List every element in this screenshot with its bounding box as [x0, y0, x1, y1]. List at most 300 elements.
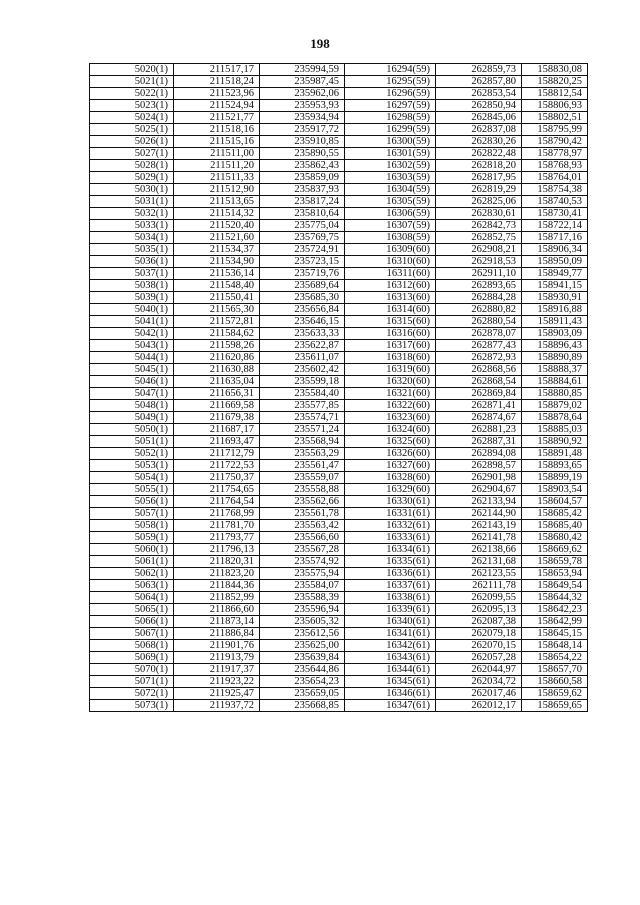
y-coordinate-cell: 235656,84 — [260, 304, 345, 316]
table-row — [90, 124, 588, 136]
x-coordinate-cell: 262099,55 — [436, 592, 522, 604]
y-coordinate-cell: 158916,88 — [522, 304, 588, 316]
x-coordinate-cell: 211511,20 — [174, 160, 260, 172]
point-id-cell: 5066(1) — [90, 616, 174, 628]
y-coordinate-cell: 158885,03 — [522, 424, 588, 436]
x-coordinate-cell: 211523,96 — [174, 88, 260, 100]
x-coordinate-cell: 262868,56 — [436, 364, 522, 376]
table-row — [90, 316, 588, 328]
point-id-cell: 5042(1) — [90, 328, 174, 340]
x-coordinate-cell: 262842,73 — [436, 220, 522, 232]
point-id-cell: 5068(1) — [90, 640, 174, 652]
point-id-cell: 5040(1) — [90, 304, 174, 316]
y-coordinate-cell: 235646,15 — [260, 316, 345, 328]
y-coordinate-cell: 158768,93 — [522, 160, 588, 172]
x-coordinate-cell: 262825,06 — [436, 196, 522, 208]
x-coordinate-cell: 211823,20 — [174, 568, 260, 580]
x-coordinate-cell: 211620,86 — [174, 352, 260, 364]
point-id-cell: 16325(60) — [345, 436, 436, 448]
y-coordinate-cell: 158899,19 — [522, 472, 588, 484]
y-coordinate-cell: 235659,05 — [260, 688, 345, 700]
point-id-cell: 16308(59) — [345, 232, 436, 244]
point-id-cell: 16326(60) — [345, 448, 436, 460]
point-id-cell: 16316(60) — [345, 328, 436, 340]
point-id-cell: 5058(1) — [90, 520, 174, 532]
point-id-cell: 16318(60) — [345, 352, 436, 364]
x-coordinate-cell: 262837,08 — [436, 124, 522, 136]
x-coordinate-cell: 211693,47 — [174, 436, 260, 448]
table-row — [90, 484, 588, 496]
point-id-cell: 5056(1) — [90, 496, 174, 508]
x-coordinate-cell: 211925,47 — [174, 688, 260, 700]
y-coordinate-cell: 158880,85 — [522, 388, 588, 400]
table-row — [90, 220, 588, 232]
point-id-cell: 16340(61) — [345, 616, 436, 628]
point-id-cell: 5070(1) — [90, 664, 174, 676]
point-id-cell: 16338(61) — [345, 592, 436, 604]
x-coordinate-cell: 262131,68 — [436, 556, 522, 568]
x-coordinate-cell: 262818,20 — [436, 160, 522, 172]
table-row — [90, 568, 588, 580]
x-coordinate-cell: 262878,07 — [436, 328, 522, 340]
table-row — [90, 268, 588, 280]
y-coordinate-cell: 158653,94 — [522, 568, 588, 580]
y-coordinate-cell: 158890,89 — [522, 352, 588, 364]
y-coordinate-cell: 158659,62 — [522, 688, 588, 700]
table-body — [90, 64, 588, 712]
point-id-cell: 16313(60) — [345, 292, 436, 304]
point-id-cell: 16306(59) — [345, 208, 436, 220]
point-id-cell: 16310(60) — [345, 256, 436, 268]
y-coordinate-cell: 158657,70 — [522, 664, 588, 676]
x-coordinate-cell: 211534,37 — [174, 244, 260, 256]
y-coordinate-cell: 235612,56 — [260, 628, 345, 640]
point-id-cell: 16315(60) — [345, 316, 436, 328]
point-id-cell: 16314(60) — [345, 304, 436, 316]
table-row — [90, 424, 588, 436]
y-coordinate-cell: 158754,38 — [522, 184, 588, 196]
x-coordinate-cell: 211852,99 — [174, 592, 260, 604]
y-coordinate-cell: 158648,14 — [522, 640, 588, 652]
y-coordinate-cell: 158669,62 — [522, 544, 588, 556]
y-coordinate-cell: 158950,09 — [522, 256, 588, 268]
y-coordinate-cell: 235596,94 — [260, 604, 345, 616]
x-coordinate-cell: 262872,93 — [436, 352, 522, 364]
y-coordinate-cell: 235917,72 — [260, 124, 345, 136]
x-coordinate-cell: 262880,54 — [436, 316, 522, 328]
point-id-cell: 5035(1) — [90, 244, 174, 256]
x-coordinate-cell: 211923,22 — [174, 676, 260, 688]
point-id-cell: 16301(59) — [345, 148, 436, 160]
y-coordinate-cell: 235859,09 — [260, 172, 345, 184]
point-id-cell: 16304(59) — [345, 184, 436, 196]
x-coordinate-cell: 211687,17 — [174, 424, 260, 436]
x-coordinate-cell: 262123,55 — [436, 568, 522, 580]
y-coordinate-cell: 158604,57 — [522, 496, 588, 508]
point-id-cell: 16305(59) — [345, 196, 436, 208]
point-id-cell: 16298(59) — [345, 112, 436, 124]
x-coordinate-cell: 262057,28 — [436, 652, 522, 664]
point-id-cell: 16317(60) — [345, 340, 436, 352]
y-coordinate-cell: 235561,47 — [260, 460, 345, 472]
y-coordinate-cell: 158659,78 — [522, 556, 588, 568]
x-coordinate-cell: 211886,84 — [174, 628, 260, 640]
point-id-cell: 16302(59) — [345, 160, 436, 172]
point-id-cell: 16311(60) — [345, 268, 436, 280]
table-row — [90, 508, 588, 520]
y-coordinate-cell: 235837,93 — [260, 184, 345, 196]
table-row — [90, 640, 588, 652]
point-id-cell: 16323(60) — [345, 412, 436, 424]
y-coordinate-cell: 235559,07 — [260, 472, 345, 484]
x-coordinate-cell: 262822,48 — [436, 148, 522, 160]
y-coordinate-cell: 158890,92 — [522, 436, 588, 448]
point-id-cell: 5036(1) — [90, 256, 174, 268]
x-coordinate-cell: 211913,79 — [174, 652, 260, 664]
point-id-cell: 5048(1) — [90, 400, 174, 412]
point-id-cell: 16299(59) — [345, 124, 436, 136]
point-id-cell: 5027(1) — [90, 148, 174, 160]
y-coordinate-cell: 235563,29 — [260, 448, 345, 460]
y-coordinate-cell: 158642,99 — [522, 616, 588, 628]
point-id-cell: 5029(1) — [90, 172, 174, 184]
table-row — [90, 208, 588, 220]
y-coordinate-cell: 158878,64 — [522, 412, 588, 424]
point-id-cell: 5064(1) — [90, 592, 174, 604]
table-row — [90, 688, 588, 700]
x-coordinate-cell: 211518,24 — [174, 76, 260, 88]
x-coordinate-cell: 211796,13 — [174, 544, 260, 556]
y-coordinate-cell: 158949,77 — [522, 268, 588, 280]
y-coordinate-cell: 235584,07 — [260, 580, 345, 592]
x-coordinate-cell: 211768,99 — [174, 508, 260, 520]
x-coordinate-cell: 211521,60 — [174, 232, 260, 244]
point-id-cell: 16346(61) — [345, 688, 436, 700]
point-id-cell: 5026(1) — [90, 136, 174, 148]
x-coordinate-cell: 211917,37 — [174, 664, 260, 676]
point-id-cell: 5067(1) — [90, 628, 174, 640]
table-row — [90, 232, 588, 244]
table-row — [90, 592, 588, 604]
table-row — [90, 64, 588, 76]
y-coordinate-cell: 235568,94 — [260, 436, 345, 448]
point-id-cell: 5032(1) — [90, 208, 174, 220]
x-coordinate-cell: 211750,37 — [174, 472, 260, 484]
x-coordinate-cell: 262859,73 — [436, 64, 522, 76]
point-id-cell: 5025(1) — [90, 124, 174, 136]
table-row — [90, 376, 588, 388]
y-coordinate-cell: 158896,43 — [522, 340, 588, 352]
y-coordinate-cell: 158680,42 — [522, 532, 588, 544]
coordinates-table — [89, 63, 588, 712]
y-coordinate-cell: 158795,99 — [522, 124, 588, 136]
table-row — [90, 100, 588, 112]
y-coordinate-cell: 158802,51 — [522, 112, 588, 124]
y-coordinate-cell: 158911,43 — [522, 316, 588, 328]
x-coordinate-cell: 211937,72 — [174, 700, 260, 712]
x-coordinate-cell: 262869,84 — [436, 388, 522, 400]
point-id-cell: 5059(1) — [90, 532, 174, 544]
point-id-cell: 5038(1) — [90, 280, 174, 292]
y-coordinate-cell: 235558,88 — [260, 484, 345, 496]
y-coordinate-cell: 235685,30 — [260, 292, 345, 304]
table-row — [90, 172, 588, 184]
x-coordinate-cell: 211521,77 — [174, 112, 260, 124]
x-coordinate-cell: 262133,94 — [436, 496, 522, 508]
x-coordinate-cell: 262918,53 — [436, 256, 522, 268]
table-row — [90, 244, 588, 256]
x-coordinate-cell: 262079,18 — [436, 628, 522, 640]
x-coordinate-cell: 211584,62 — [174, 328, 260, 340]
x-coordinate-cell: 211518,16 — [174, 124, 260, 136]
x-coordinate-cell: 262111,78 — [436, 580, 522, 592]
y-coordinate-cell: 235775,04 — [260, 220, 345, 232]
point-id-cell: 16343(61) — [345, 652, 436, 664]
table-row — [90, 628, 588, 640]
y-coordinate-cell: 235633,33 — [260, 328, 345, 340]
table-row — [90, 580, 588, 592]
y-coordinate-cell: 158806,93 — [522, 100, 588, 112]
x-coordinate-cell: 262852,75 — [436, 232, 522, 244]
point-id-cell: 5054(1) — [90, 472, 174, 484]
table-row — [90, 616, 588, 628]
table-row — [90, 160, 588, 172]
table-row — [90, 448, 588, 460]
x-coordinate-cell: 262034,72 — [436, 676, 522, 688]
table-row — [90, 544, 588, 556]
y-coordinate-cell: 158644,32 — [522, 592, 588, 604]
table-row — [90, 532, 588, 544]
point-id-cell: 16334(61) — [345, 544, 436, 556]
y-coordinate-cell: 158903,09 — [522, 328, 588, 340]
y-coordinate-cell: 158717,16 — [522, 232, 588, 244]
y-coordinate-cell: 158740,53 — [522, 196, 588, 208]
x-coordinate-cell: 211866,60 — [174, 604, 260, 616]
table-row — [90, 400, 588, 412]
table-row — [90, 496, 588, 508]
y-coordinate-cell: 235574,92 — [260, 556, 345, 568]
x-coordinate-cell: 211536,14 — [174, 268, 260, 280]
y-coordinate-cell: 235934,94 — [260, 112, 345, 124]
point-id-cell: 16335(61) — [345, 556, 436, 568]
table-row — [90, 364, 588, 376]
x-coordinate-cell: 262087,38 — [436, 616, 522, 628]
x-coordinate-cell: 211548,40 — [174, 280, 260, 292]
point-id-cell: 5044(1) — [90, 352, 174, 364]
table-row — [90, 340, 588, 352]
point-id-cell: 5046(1) — [90, 376, 174, 388]
y-coordinate-cell: 158685,42 — [522, 508, 588, 520]
y-coordinate-cell: 235566,60 — [260, 532, 345, 544]
point-id-cell: 5033(1) — [90, 220, 174, 232]
table-row — [90, 676, 588, 688]
x-coordinate-cell: 211901,76 — [174, 640, 260, 652]
y-coordinate-cell: 235602,42 — [260, 364, 345, 376]
point-id-cell: 16324(60) — [345, 424, 436, 436]
y-coordinate-cell: 158659,65 — [522, 700, 588, 712]
point-id-cell: 16332(61) — [345, 520, 436, 532]
y-coordinate-cell: 235571,24 — [260, 424, 345, 436]
x-coordinate-cell: 262819,29 — [436, 184, 522, 196]
point-id-cell: 5062(1) — [90, 568, 174, 580]
y-coordinate-cell: 158830,08 — [522, 64, 588, 76]
point-id-cell: 16295(59) — [345, 76, 436, 88]
y-coordinate-cell: 235810,64 — [260, 208, 345, 220]
x-coordinate-cell: 211754,65 — [174, 484, 260, 496]
x-coordinate-cell: 211793,77 — [174, 532, 260, 544]
point-id-cell: 5057(1) — [90, 508, 174, 520]
point-id-cell: 16345(61) — [345, 676, 436, 688]
point-id-cell: 5023(1) — [90, 100, 174, 112]
table-row — [90, 196, 588, 208]
x-coordinate-cell: 211630,88 — [174, 364, 260, 376]
x-coordinate-cell: 211565,30 — [174, 304, 260, 316]
y-coordinate-cell: 235723,15 — [260, 256, 345, 268]
y-coordinate-cell: 158906,34 — [522, 244, 588, 256]
y-coordinate-cell: 158891,48 — [522, 448, 588, 460]
y-coordinate-cell: 158764,01 — [522, 172, 588, 184]
x-coordinate-cell: 262830,61 — [436, 208, 522, 220]
x-coordinate-cell: 211550,41 — [174, 292, 260, 304]
y-coordinate-cell: 158879,02 — [522, 400, 588, 412]
table-row — [90, 388, 588, 400]
x-coordinate-cell: 211515,16 — [174, 136, 260, 148]
table-row — [90, 136, 588, 148]
table-row — [90, 652, 588, 664]
table-row — [90, 328, 588, 340]
y-coordinate-cell: 235769,75 — [260, 232, 345, 244]
y-coordinate-cell: 158930,91 — [522, 292, 588, 304]
y-coordinate-cell: 158642,23 — [522, 604, 588, 616]
x-coordinate-cell: 262877,43 — [436, 340, 522, 352]
point-id-cell: 16344(61) — [345, 664, 436, 676]
point-id-cell: 16294(59) — [345, 64, 436, 76]
table-row — [90, 556, 588, 568]
table-row — [90, 112, 588, 124]
point-id-cell: 16307(59) — [345, 220, 436, 232]
table-row — [90, 460, 588, 472]
x-coordinate-cell: 211781,70 — [174, 520, 260, 532]
table-row — [90, 520, 588, 532]
point-id-cell: 16297(59) — [345, 100, 436, 112]
point-id-cell: 16309(60) — [345, 244, 436, 256]
table-row — [90, 88, 588, 100]
y-coordinate-cell: 158820,25 — [522, 76, 588, 88]
x-coordinate-cell: 211873,14 — [174, 616, 260, 628]
y-coordinate-cell: 235817,24 — [260, 196, 345, 208]
point-id-cell: 16328(60) — [345, 472, 436, 484]
point-id-cell: 16303(59) — [345, 172, 436, 184]
table-row — [90, 352, 588, 364]
x-coordinate-cell: 262070,15 — [436, 640, 522, 652]
x-coordinate-cell: 211512,90 — [174, 184, 260, 196]
x-coordinate-cell: 262850,94 — [436, 100, 522, 112]
x-coordinate-cell: 211679,38 — [174, 412, 260, 424]
point-id-cell: 5073(1) — [90, 700, 174, 712]
point-id-cell: 16321(60) — [345, 388, 436, 400]
point-id-cell: 5024(1) — [90, 112, 174, 124]
y-coordinate-cell: 235561,78 — [260, 508, 345, 520]
x-coordinate-cell: 262904,67 — [436, 484, 522, 496]
x-coordinate-cell: 262095,13 — [436, 604, 522, 616]
x-coordinate-cell: 262911,10 — [436, 268, 522, 280]
point-id-cell: 5053(1) — [90, 460, 174, 472]
y-coordinate-cell: 235605,32 — [260, 616, 345, 628]
x-coordinate-cell: 262901,98 — [436, 472, 522, 484]
y-coordinate-cell: 235910,85 — [260, 136, 345, 148]
x-coordinate-cell: 211513,65 — [174, 196, 260, 208]
x-coordinate-cell: 211524,94 — [174, 100, 260, 112]
x-coordinate-cell: 262887,31 — [436, 436, 522, 448]
x-coordinate-cell: 211534,90 — [174, 256, 260, 268]
y-coordinate-cell: 158778,97 — [522, 148, 588, 160]
point-id-cell: 5045(1) — [90, 364, 174, 376]
y-coordinate-cell: 235953,93 — [260, 100, 345, 112]
y-coordinate-cell: 235574,71 — [260, 412, 345, 424]
point-id-cell: 5020(1) — [90, 64, 174, 76]
table-row — [90, 700, 588, 712]
point-id-cell: 5072(1) — [90, 688, 174, 700]
x-coordinate-cell: 262845,06 — [436, 112, 522, 124]
point-id-cell: 16339(61) — [345, 604, 436, 616]
point-id-cell: 5021(1) — [90, 76, 174, 88]
table-row — [90, 472, 588, 484]
x-coordinate-cell: 262908,21 — [436, 244, 522, 256]
table-row — [90, 304, 588, 316]
point-id-cell: 5041(1) — [90, 316, 174, 328]
x-coordinate-cell: 262143,19 — [436, 520, 522, 532]
point-id-cell: 5047(1) — [90, 388, 174, 400]
y-coordinate-cell: 158884,61 — [522, 376, 588, 388]
x-coordinate-cell: 262012,17 — [436, 700, 522, 712]
x-coordinate-cell: 211572,81 — [174, 316, 260, 328]
x-coordinate-cell: 211764,54 — [174, 496, 260, 508]
x-coordinate-cell: 262853,54 — [436, 88, 522, 100]
point-id-cell: 16347(61) — [345, 700, 436, 712]
y-coordinate-cell: 235639,84 — [260, 652, 345, 664]
point-id-cell: 16319(60) — [345, 364, 436, 376]
table-row — [90, 292, 588, 304]
table-row — [90, 664, 588, 676]
point-id-cell: 16322(60) — [345, 400, 436, 412]
y-coordinate-cell: 235654,23 — [260, 676, 345, 688]
point-id-cell: 5037(1) — [90, 268, 174, 280]
table-row — [90, 280, 588, 292]
y-coordinate-cell: 158654,22 — [522, 652, 588, 664]
point-id-cell: 5022(1) — [90, 88, 174, 100]
y-coordinate-cell: 235584,40 — [260, 388, 345, 400]
point-id-cell: 5061(1) — [90, 556, 174, 568]
point-id-cell: 16296(59) — [345, 88, 436, 100]
point-id-cell: 16331(61) — [345, 508, 436, 520]
y-coordinate-cell: 235611,07 — [260, 352, 345, 364]
x-coordinate-cell: 262898,57 — [436, 460, 522, 472]
point-id-cell: 5052(1) — [90, 448, 174, 460]
point-id-cell: 16333(61) — [345, 532, 436, 544]
x-coordinate-cell: 262138,66 — [436, 544, 522, 556]
x-coordinate-cell: 211712,79 — [174, 448, 260, 460]
x-coordinate-cell: 262880,82 — [436, 304, 522, 316]
point-id-cell: 5065(1) — [90, 604, 174, 616]
point-id-cell: 16329(60) — [345, 484, 436, 496]
y-coordinate-cell: 158790,42 — [522, 136, 588, 148]
x-coordinate-cell: 262144,90 — [436, 508, 522, 520]
y-coordinate-cell: 235962,06 — [260, 88, 345, 100]
x-coordinate-cell: 211514,32 — [174, 208, 260, 220]
x-coordinate-cell: 262817,95 — [436, 172, 522, 184]
y-coordinate-cell: 235719,76 — [260, 268, 345, 280]
y-coordinate-cell: 158812,54 — [522, 88, 588, 100]
